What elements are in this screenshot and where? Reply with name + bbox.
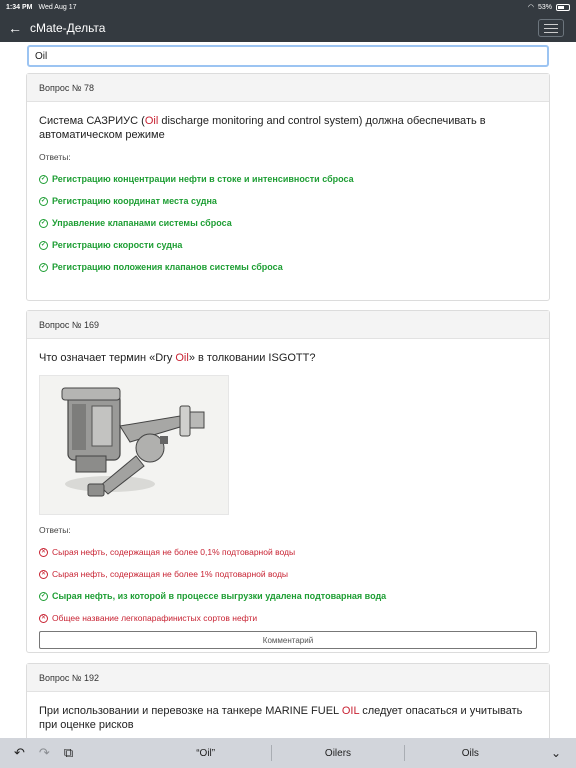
- answer-wrong: ✕ Общее название легкопарафинистых сортов нефти: [40, 613, 258, 623]
- comment-button[interactable]: Комментарий: [39, 631, 537, 649]
- suggestions: [140, 745, 536, 761]
- valve-illustration: [40, 376, 228, 514]
- status-time: 1:34 PM: [6, 3, 33, 11]
- top-navbar: [0, 14, 576, 42]
- check-circle-icon: ✓: [40, 176, 47, 182]
- answer-correct: ✓ Регистрацию скорости судна: [40, 240, 183, 250]
- answer-correct: ✓ Сырая нефть, из которой в процессе выгрузки удалена подтоварная вода: [40, 591, 387, 601]
- answers-label: Ответы:: [39, 152, 71, 162]
- keyboard-suggestion-bar: [0, 738, 576, 768]
- x-circle-icon: ✕: [40, 549, 47, 555]
- back-arrow-icon[interactable]: ←: [8, 20, 22, 36]
- answer-wrong: ✕ Сырая нефть, содержащая не более 1% подтоварной воды: [40, 569, 289, 579]
- hamburger-menu-button[interactable]: [538, 19, 564, 37]
- search-input[interactable]: [27, 45, 549, 67]
- keyboard-tools: [0, 745, 140, 761]
- question-number: Вопрос № 78: [27, 74, 549, 102]
- answer-correct: ✓ Регистрацию положения клапанов системы сброса: [40, 262, 283, 272]
- suggestion-item[interactable]: “Oil”: [196, 747, 216, 759]
- check-circle-icon: ✓: [40, 220, 47, 226]
- question-card: [26, 310, 550, 653]
- question-text: При использовании и перевозке на танкере MARINE FUEL OIL следует опасаться и учитывать при оценке рисков: [39, 705, 523, 731]
- suggestion-item[interactable]: Oilers: [324, 747, 352, 759]
- check-circle-icon: ✓: [40, 593, 47, 599]
- status-date: Wed Aug 17: [38, 3, 77, 11]
- question-text: Что означает термин «Dry Oil» в толковании ISGOTT?: [39, 352, 316, 364]
- question-number: Вопрос № 169: [27, 311, 549, 339]
- search-highlight: Oil: [144, 115, 159, 127]
- answer-wrong: ✕ Сырая нефть, содержащая не более 0,1% подтоварной воды: [40, 547, 296, 557]
- check-circle-icon: ✓: [40, 198, 47, 204]
- answer-correct: ✓ Регистрацию координат места судна: [40, 196, 217, 206]
- status-right: [528, 3, 570, 11]
- battery-icon: [556, 4, 570, 11]
- question-card: [26, 73, 550, 301]
- answer-correct: ✓ Управление клапанами системы сброса: [40, 218, 232, 228]
- question-number: Вопрос № 192: [27, 664, 549, 692]
- suggestion-item[interactable]: Oils: [461, 747, 479, 759]
- x-circle-icon: ✕: [40, 571, 47, 577]
- x-circle-icon: ✕: [40, 615, 47, 621]
- battery-percent: 53%: [537, 3, 552, 11]
- app-title: cMate-Дельта: [30, 21, 106, 35]
- check-circle-icon: ✓: [40, 242, 47, 248]
- question-image: [39, 375, 229, 515]
- search-highlight: OIL: [341, 705, 360, 717]
- undo-icon[interactable]: ↶: [14, 745, 25, 760]
- question-text: Система САЗРИУС (Oil discharge monitoring and control system) должна обеспечивать в автоматическом режиме: [39, 115, 486, 141]
- hide-keyboard-chevron-icon[interactable]: ⌄: [550, 746, 562, 760]
- search-highlight: Oil: [175, 352, 189, 364]
- check-circle-icon: ✓: [40, 264, 47, 270]
- status-bar: [0, 0, 576, 14]
- answer-correct: ✓ Регистрацию концентрации нефти в стоке и интенсивности сброса: [40, 174, 354, 184]
- paste-icon[interactable]: ⧉: [63, 745, 74, 760]
- wifi-icon: ◠: [527, 4, 534, 11]
- answers-label: Ответы:: [39, 525, 71, 535]
- redo-icon[interactable]: ↷: [38, 745, 50, 760]
